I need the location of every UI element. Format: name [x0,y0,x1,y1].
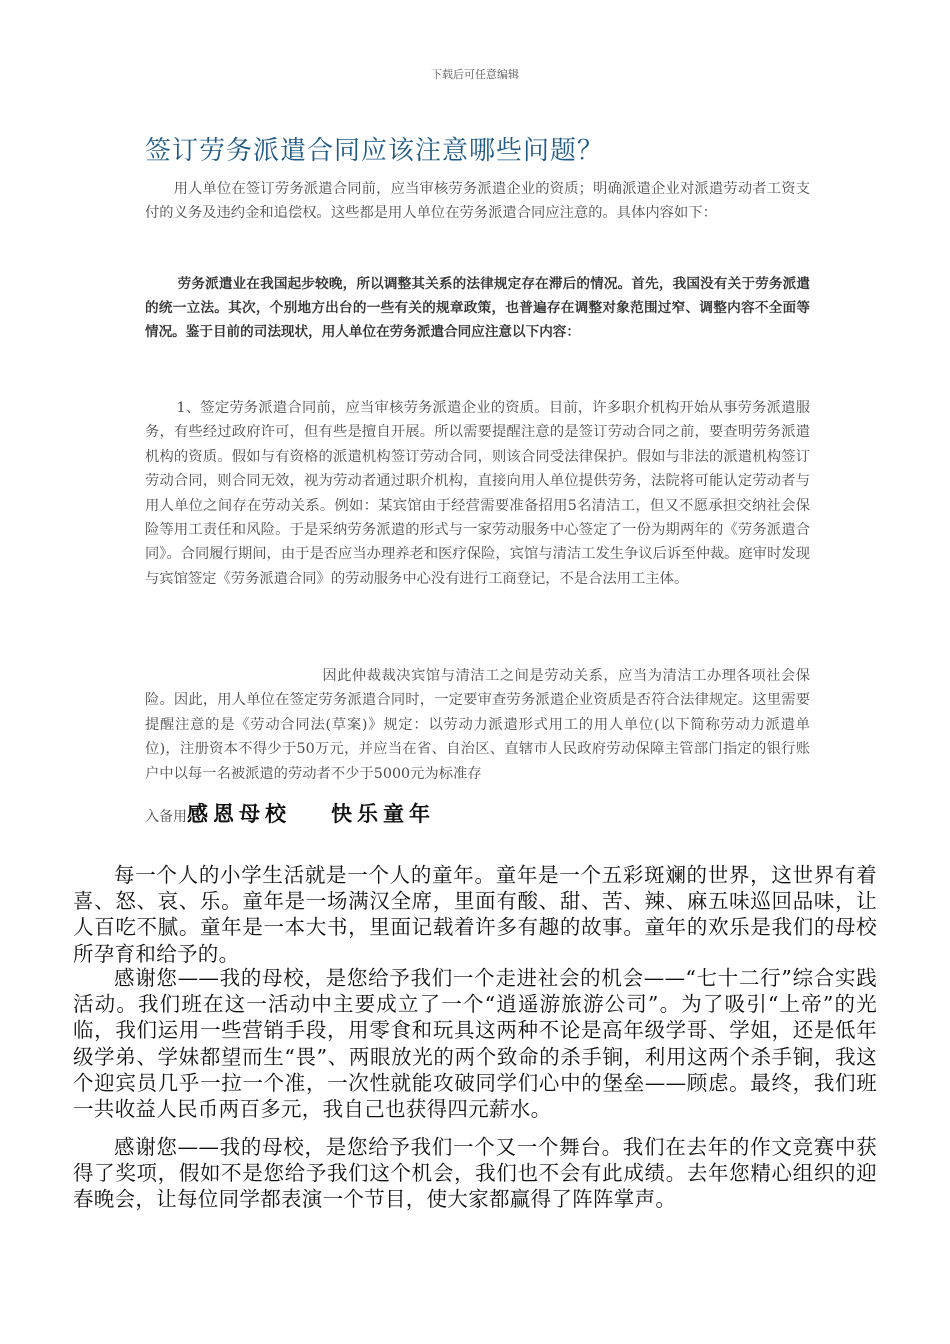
essay-paragraph: 感谢您——我的母校，是您给予我们一个走进社会的机会——“七十二行”综合实践活动。我们班在这一活动中主要成立了一个“逍遥游旅游公司”。为了吸引“上帝”的光临，我们运用一些营销手段，用零食和玩具这两种不论是高年级学哥、学姐，还是低年级学弟、学妹都望而生“畏”、两眼放光的两个致命的杀手锏，利用这两个杀手锏，我这个迎宾员几乎一拉一个准，一次性就能攻破同学们心中的堡垒——顾虑。最终，我们班一共收益人民币两百多元，我自己也获得四元薪水。 [73,966,877,1122]
article-point-1-continued: 因此仲裁裁决宾馆与清洁工之间是劳动关系，应当为清洁工办理各项社会保险。因此，用人单位在签定劳务派遣合同时，一定要审查劳务派遣企业资质是否符合法律规定。这里需要提醒注意的是《劳动合同法(草案)》规定：以劳动力派遣形式用工的用人单位(以下简称劳动力派遣单位)，注册资本不得少于50万元，并应当在省、自治区、直辖市人民政府劳动保障主管部门指定的银行账户中以每一名被派遣的劳动者不少于5000元为标准存 [145,668,810,782]
article-point-1: 1、签定劳务派遣合同前，应当审核劳务派遣企业的资质。目前，许多职介机构开始从事劳务派遣服务，有些经过政府许可，但有些是擅自开展。所以需要提醒注意的是签订劳动合同之前，要查明劳务派遣机构的资质。假如与有资格的派遣机构签订劳动合同，则该合同受法律保护。假如与非法的派遣机构签订劳动合同，则合同无效，视为劳动者通过职介机构，直接向用人单位提供劳务，法院将可能认定劳动者与用人单位之间存在劳动关系。例如：某宾馆由于经营需要准备招用5名清洁工，但又不愿承担交纳社会保险等用工责任和风险。于是采纳劳务派遣的形式与一家劳动服务中心签定了一份为期两年的《劳务派遣合同》。合同履行期间，由于是否应当办理养老和医疗保险，宾馆与清洁工发生争议后诉至仲裁。庭审时发现与宾馆签定《劳务派遣合同》的劳动服务中心没有进行工商登记，不是合法用工主体。 [145,400,810,587]
essay-title-left: 感恩母校 [187,802,291,826]
article-title: 签订劳务派遣合同应该注意哪些问题？ [145,136,605,166]
essay-title-right: 快乐童年 [331,802,435,826]
essay-heading-line [145,798,845,828]
article-intro: 用人单位在签订劳务派遣合同前，应当审核劳务派遣企业的资质；明确派遣企业对派遣劳动者工资支付的义务及违约金和追偿权。这些都是用人单位在劳务派遣合同应注意的。具体内容如下： [145,181,810,222]
article-bold-paragraph: 劳务派遣业在我国起步较晚，所以调整其关系的法律规定存在滞后的情况。首先，我国没有关于劳务派遣的统一立法。其次，个别地方出台的一些有关的规章政策，也普遍存在调整对象范围过窄、调整内容不全面等情况。鉴于目前的司法现状，用人单位在劳务派遣合同应注意以下内容： [145,276,810,341]
page-header-note: 下载后可任意编辑 [431,68,519,81]
essay-paragraph: 感谢您——我的母校，是您给予我们一个又一个舞台。我们在去年的作文竞赛中获得了奖项，假如不是您给予我们这个机会，我们也不会有此成绩。去年您精心组织的迎春晚会，让每位同学都表演一个节目，使大家都赢得了阵阵掌声。 [73,1135,877,1212]
essay-paragraph: 每一个人的小学生活就是一个人的童年。童年是一个五彩斑斓的世界，这世界有着喜、怒、哀、乐。童年是一场满汉全席，里面有酸、甜、苦、辣、麻五味巡回品味，让人百吃不腻。童年是一本大书，里面记载着许多有趣的故事。童年的欢乐是我们的母校所孕育和给予的。 [73,863,877,966]
article-tail-text: 入备用 [145,809,187,825]
